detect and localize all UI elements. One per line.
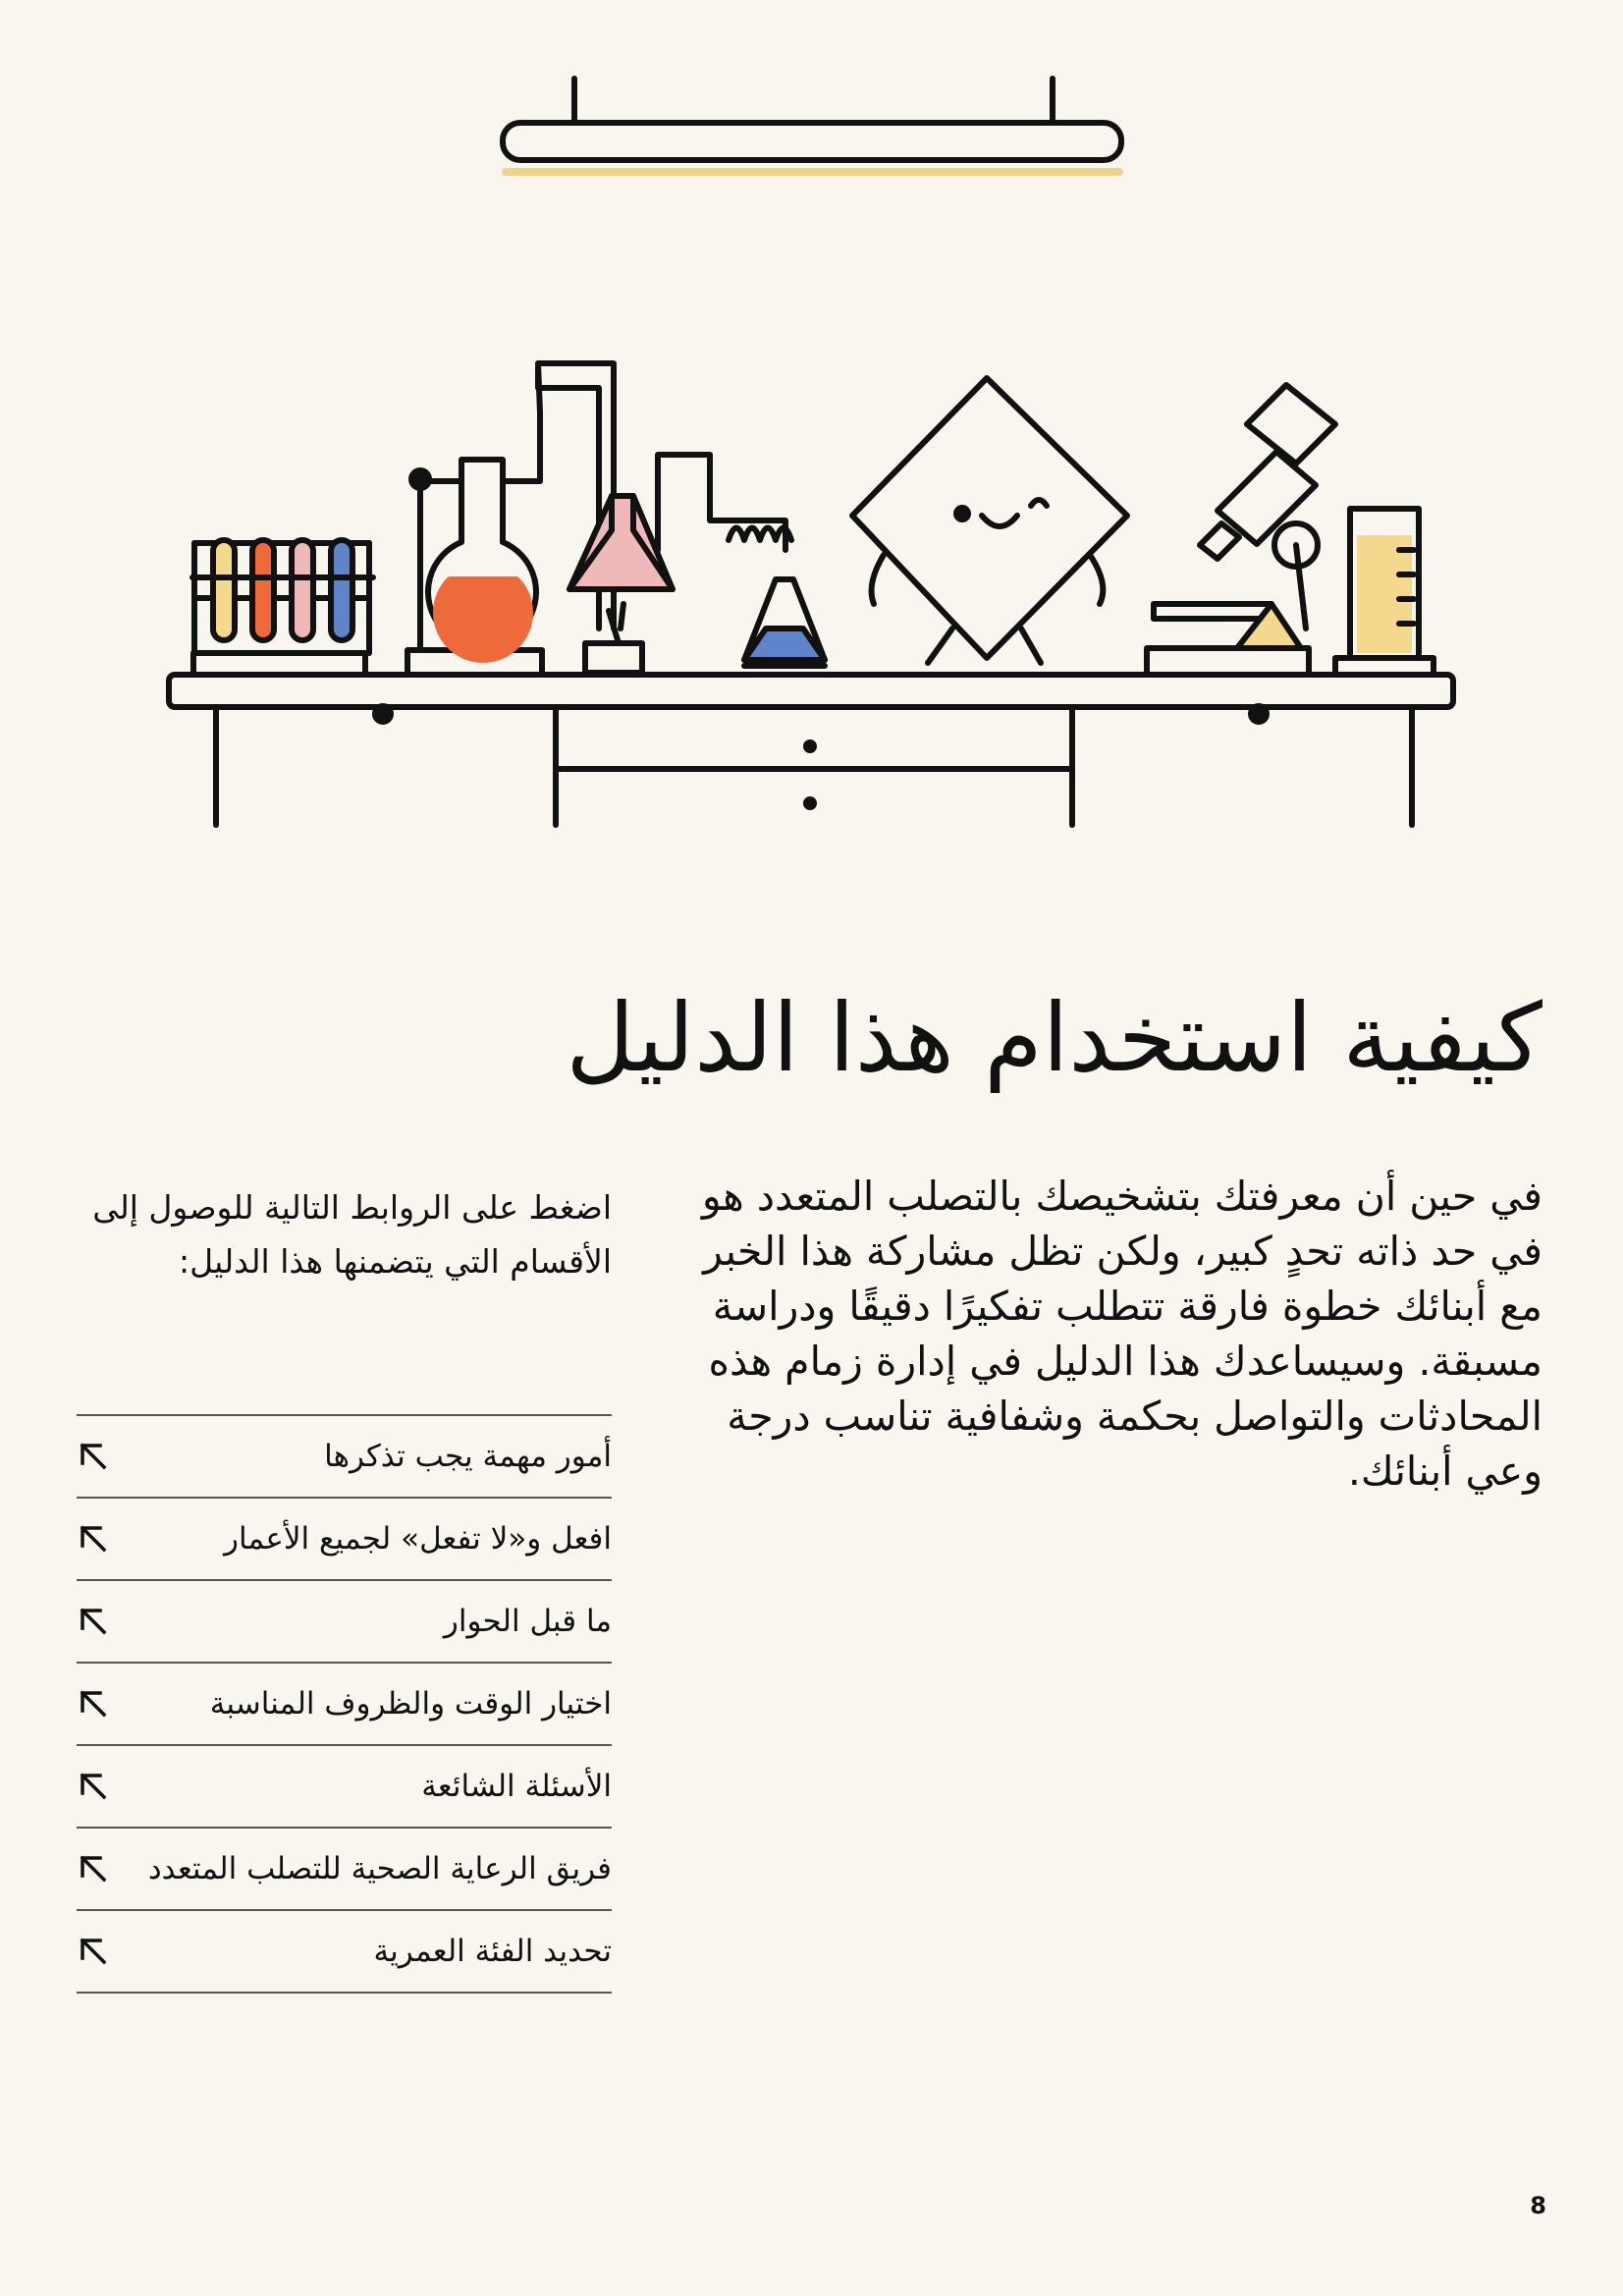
graduated-beaker-icon (1335, 509, 1434, 675)
lab-bench-illustration (0, 0, 1623, 884)
arrow-up-left-icon (77, 1852, 110, 1886)
section-link-label: أمور مهمة يجب تذكرها (324, 1439, 612, 1474)
section-link-label: اختيار الوقت والظروف المناسبة (209, 1686, 612, 1722)
section-link[interactable] (77, 1581, 612, 1664)
section-link[interactable] (77, 1416, 612, 1499)
arrow-up-left-icon (77, 1770, 110, 1803)
arrow-up-left-icon (77, 1522, 110, 1556)
section-link-label: فريق الرعاية الصحية للتصلب المتعدد (147, 1851, 612, 1886)
round-flask-icon (407, 460, 542, 675)
page-title: كيفية استخدام هذا الدليل (566, 983, 1542, 1093)
arrow-up-left-icon (77, 1605, 110, 1638)
diamond-character-icon (852, 378, 1127, 663)
links-intro-text: اضغط على الروابط التالية للوصول إلى الأقسام التي يتضمنها هذا الدليل: (92, 1188, 612, 1281)
intro-paragraph: في حين أن معرفتك بتشخيصك بالتصلب المتعدد هو في حد ذاته تحدٍ كبير، ولكن تظل مشاركة هذا الخبر مع أبنائك خطوة فارقة تتطلب تفكيرًا دقيقًا ودراسة مسبقة. وسيساعدك هذا الدليل في إدارة زمام هذه المحادثات والتواصل بحكمة وشفافية تناسب درجة وعي أبنائك. (701, 1173, 1542, 1495)
conical-flask-blue-icon (744, 579, 825, 666)
condenser-coil-icon (729, 528, 791, 541)
section-link[interactable] (77, 1911, 612, 1994)
section-links-list (77, 1414, 612, 1994)
section-link[interactable] (77, 1499, 612, 1581)
microscope-icon (1147, 385, 1335, 675)
test-tube-rack-icon (192, 540, 373, 675)
section-link[interactable] (77, 1664, 612, 1746)
arrow-up-left-icon (77, 1935, 110, 1968)
arrow-up-left-icon (77, 1440, 110, 1473)
lab-table-icon (169, 675, 1453, 825)
page-number: 8 (1530, 2192, 1546, 2219)
arrow-up-left-icon (77, 1687, 110, 1721)
section-link-label: افعل و«لا تفعل» لجميع الأعمار (224, 1521, 612, 1557)
section-link[interactable] (77, 1746, 612, 1829)
section-link[interactable] (77, 1829, 612, 1911)
ceiling-lamp-icon (503, 79, 1121, 172)
section-link-label: ما قبل الحوار (443, 1604, 612, 1639)
section-link-label: تحديد الفئة العمرية (373, 1934, 612, 1969)
section-link-label: الأسئلة الشائعة (421, 1769, 612, 1804)
